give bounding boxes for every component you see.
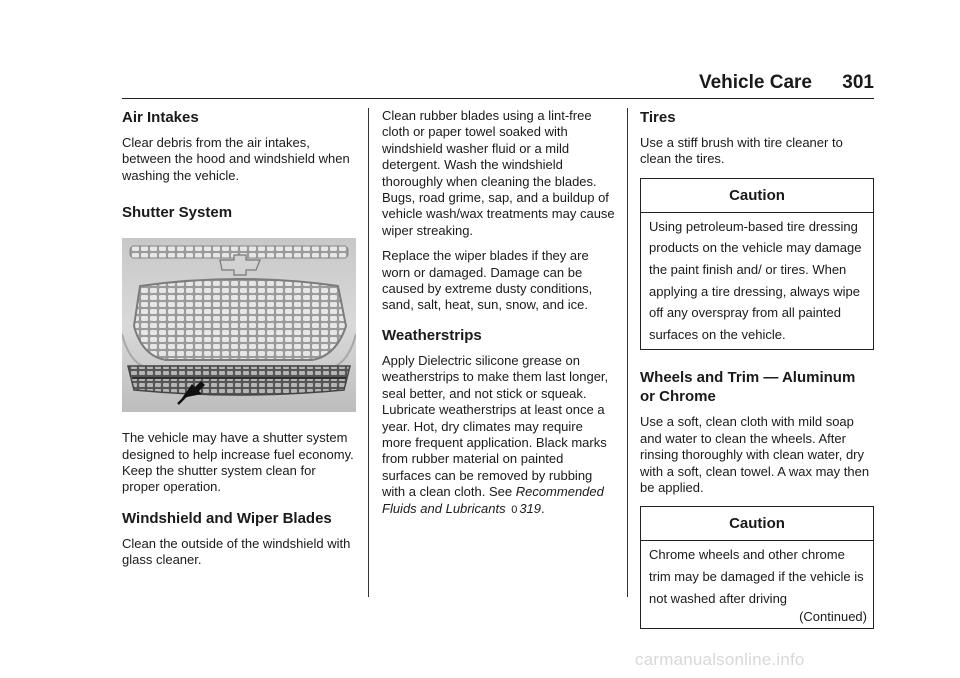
air-intakes-heading: Air Intakes — [122, 109, 199, 126]
caution-title: Caution — [641, 179, 873, 213]
column-middle — [382, 108, 616, 527]
tires-heading: Tires — [640, 109, 676, 126]
wiper-paragraph-2: Replace the wiper blades if they are worn or damaged. Damage can be caused by extreme dusty conditions, sand, salt, heat, sun, snow, and ice. — [382, 248, 593, 313]
section-title: Vehicle Care — [698, 72, 812, 93]
column-divider — [627, 108, 628, 597]
air-intakes-text: Clear debris from the air intakes, between the hood and windshield when washing the vehicle. — [122, 135, 350, 183]
page-ref-number[interactable]: 319 — [519, 500, 542, 516]
weatherstrips-body: Apply Dielectric silicone grease on weatherstrips to make them last longer, seal better, and not stick or squeak. Lubricate weatherstrips at least once a year. Hot, dry climates may require more frequent application. Black marks from rubber material on painted surfaces can be removed by rubbing with a clean cloth. See — [382, 352, 609, 500]
column-left — [122, 108, 356, 578]
column-right — [640, 108, 874, 639]
windshield-text: Clean the outside of the windshield with glass cleaner. — [122, 535, 351, 568]
windshield-heading: Windshield and Wiper Blades — [122, 509, 332, 527]
continued-label: (Continued) — [799, 609, 867, 625]
sentence-end: . — [541, 500, 545, 516]
shutter-system-heading: Shutter System — [122, 204, 233, 222]
page-ref-symbol: 0 — [511, 503, 518, 516]
watermark: carmanualsonline.info — [635, 650, 805, 669]
page-number: 301 — [842, 72, 874, 93]
caution-box-chrome — [640, 506, 874, 629]
column-divider — [368, 108, 369, 597]
weatherstrips-text — [382, 353, 616, 518]
wheels-trim-heading: Wheels and Trim — Aluminum or Chrome — [640, 369, 856, 406]
shutter-system-photo — [122, 238, 356, 412]
tires-text: Use a stiff brush with tire cleaner to clean the tires. — [640, 135, 843, 167]
caution-text: Chrome wheels and other chrome trim may be damaged if the vehicle is not washed after driving — [649, 547, 864, 606]
caution-box-tires — [640, 178, 874, 351]
weatherstrips-heading: Weatherstrips — [382, 326, 482, 344]
recommended-fluids-link[interactable]: Recommended Fluids and Lubricants — [382, 484, 604, 516]
header-rule — [122, 98, 874, 99]
caution-title: Caution — [641, 507, 873, 541]
shutter-system-text: The vehicle may have a shutter system designed to help increase fuel economy. Keep the shutter system clean for proper operation. — [122, 430, 354, 495]
wheels-trim-text: Use a soft, clean cloth with mild soap and water to clean the wheels. After rinsing thoroughly with clean water, dry with a soft, clean towel. A wax may then be applied. — [640, 414, 870, 495]
wiper-paragraph-1: Clean rubber blades using a lint-free cloth or paper towel soaked with windshield washer fluid or a mild detergent. Wash the windshield thoroughly when cleaning the blades. Bugs, road grime, sap, and a buildup of vehicle wash/wax treatments may cause wiper streaking. — [382, 108, 615, 238]
caution-text: Using petroleum-based tire dressing products on the vehicle may damage the paint finish and/ or tires. When applying a tire dressing, always wipe off any overspray from all painted surfaces on the vehicle. — [649, 218, 862, 342]
page-header — [122, 70, 874, 100]
